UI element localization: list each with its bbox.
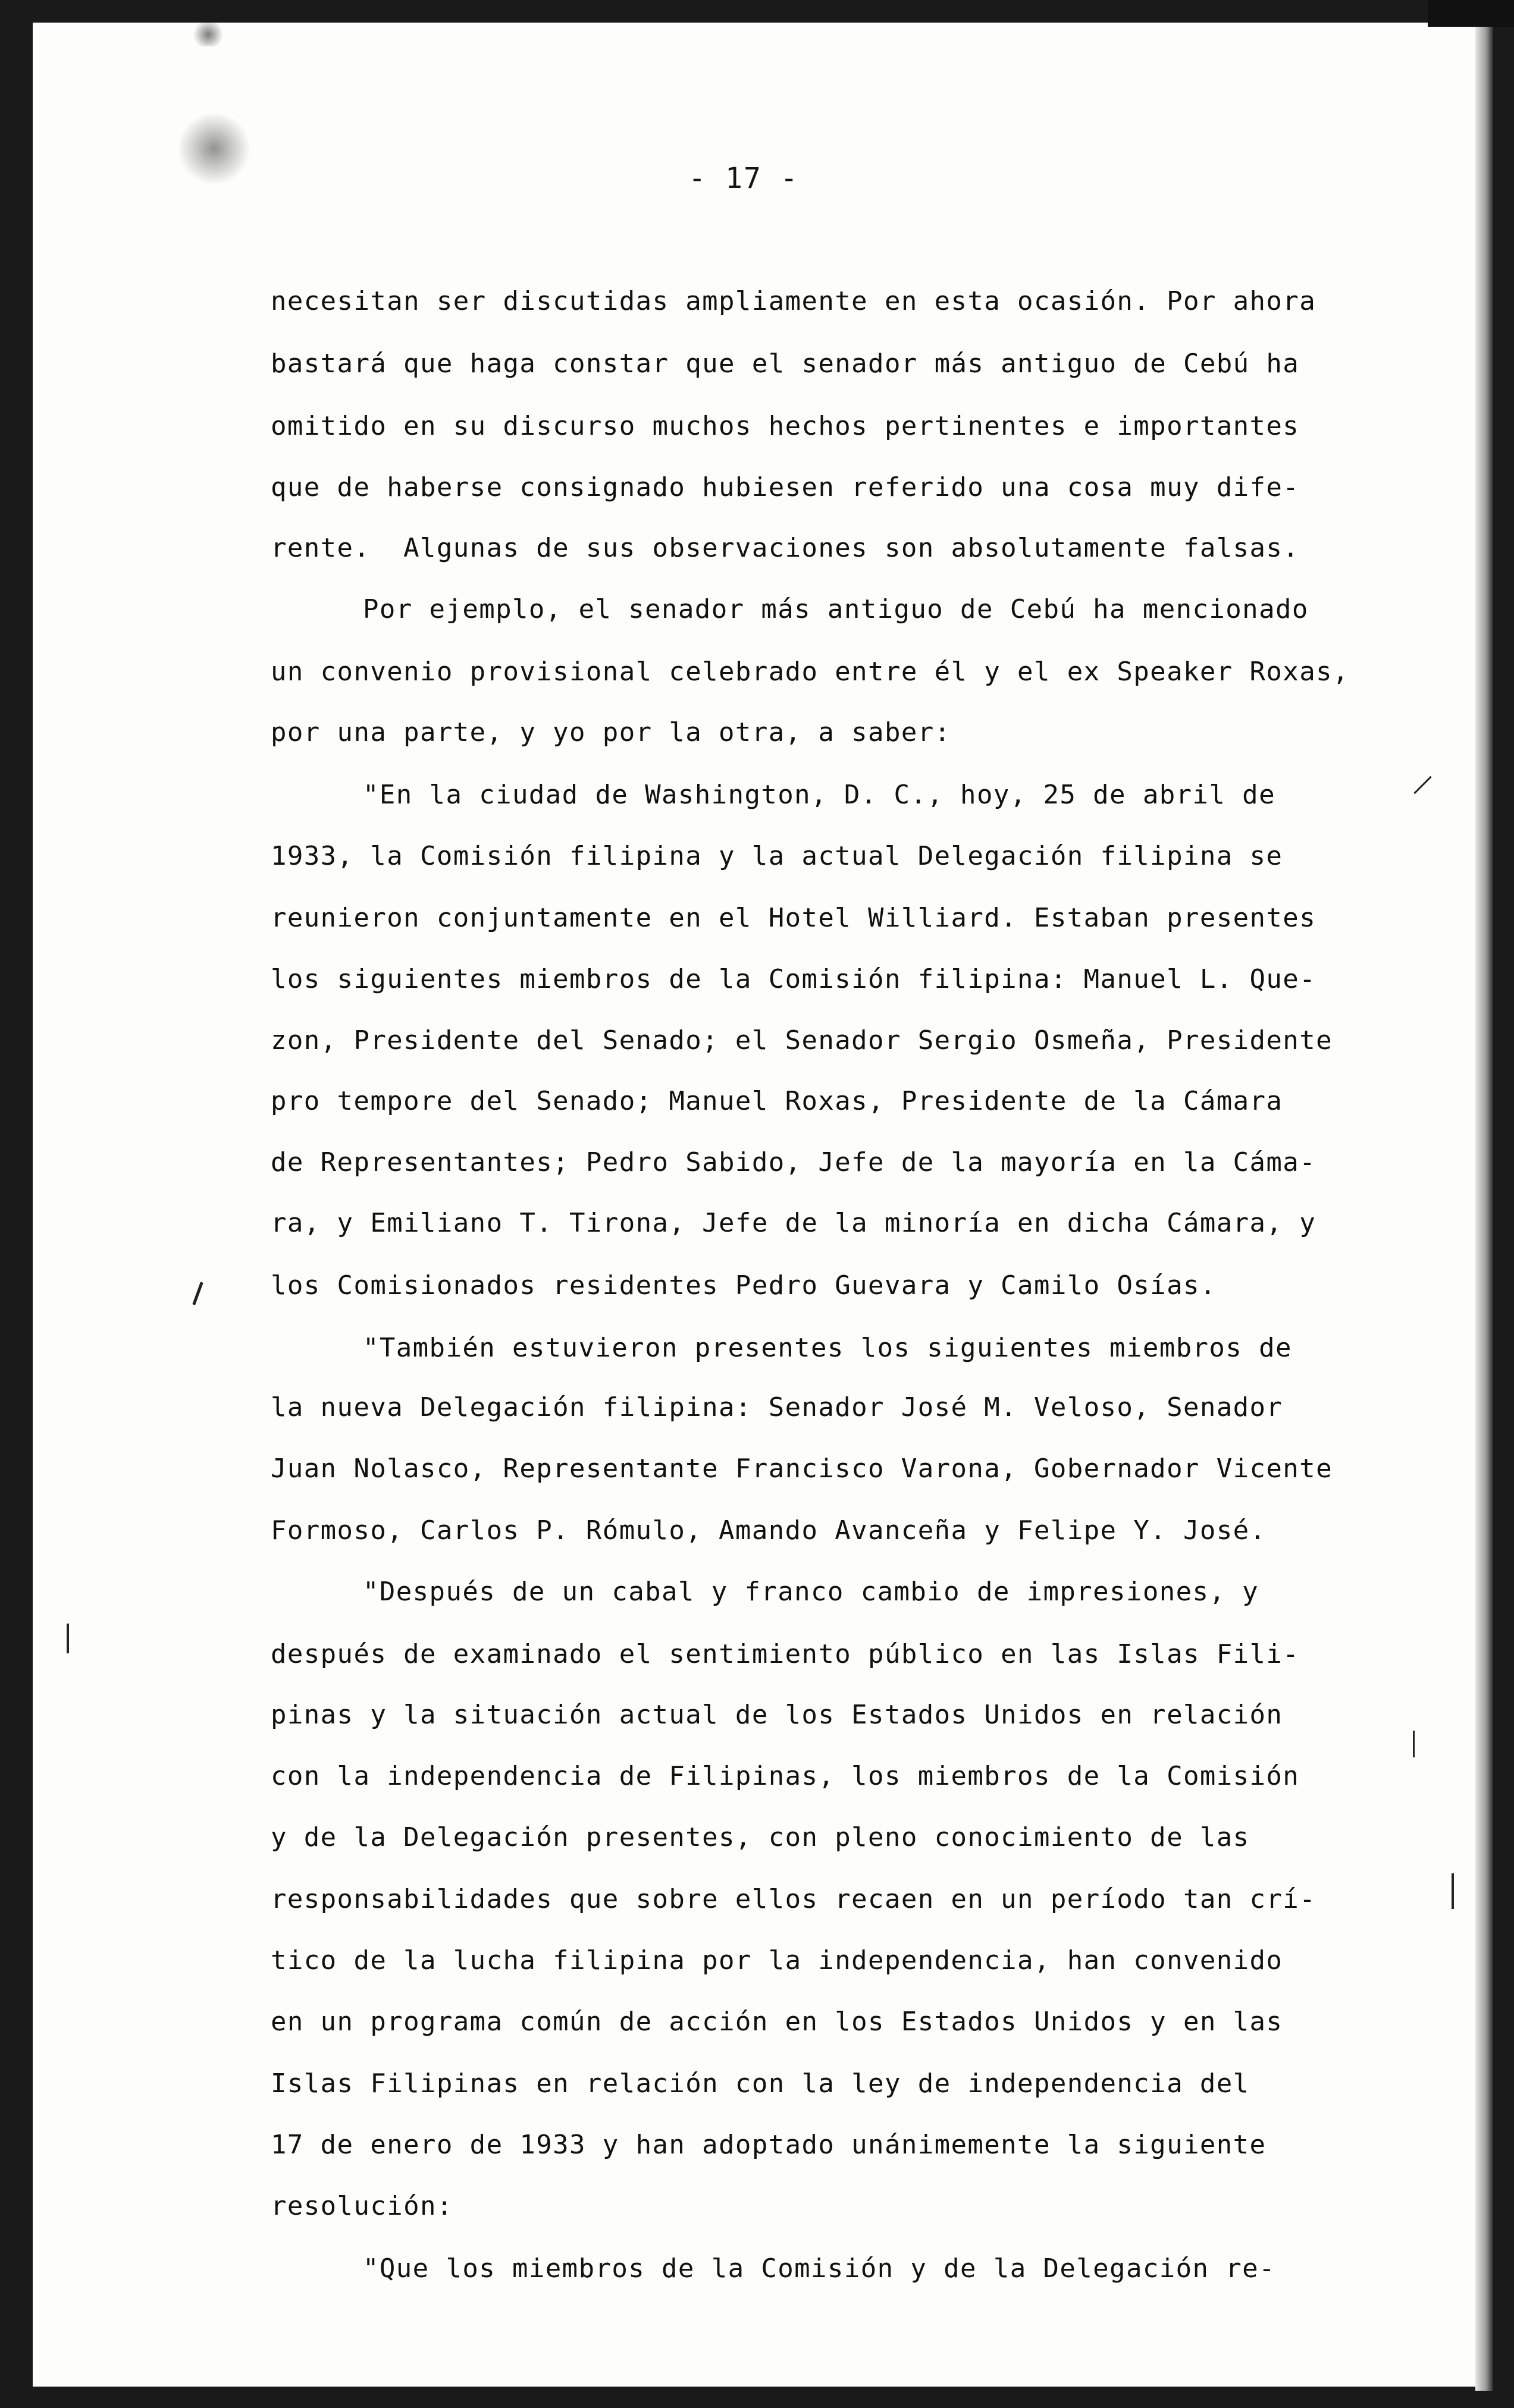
scan-corner xyxy=(1428,0,1514,27)
text-line: necesitan ser discutidas ampliamente en esta ocasión. Por ahora xyxy=(271,286,1316,316)
text-line: pro tempore del Senado; Manuel Roxas, Presidente de la Cámara xyxy=(271,1086,1283,1116)
text-line: "Después de un cabal y franco cambio de impresiones, y xyxy=(363,1577,1259,1607)
text-line: la nueva Delegación filipina: Senador José M. Veloso, Senador xyxy=(271,1392,1283,1423)
ink-smudge xyxy=(178,113,250,184)
text-line: en un programa común de acción en los Estados Unidos y en las xyxy=(271,2007,1283,2037)
text-line: omitido en su discurso muchos hechos pertinentes e importantes xyxy=(271,411,1300,441)
text-line: "Que los miembros de la Comisión y de la Delegación re- xyxy=(363,2253,1275,2284)
text-line: 1933, la Comisión filipina y la actual Delegación filipina se xyxy=(271,841,1283,871)
text-line: responsabilidades que sobre ellos recaen en un período tan crí- xyxy=(271,1884,1316,1914)
scan-mark xyxy=(1413,1731,1415,1757)
text-line: por una parte, y yo por la otra, a saber: xyxy=(271,717,951,748)
text-line: que de haberse consignado hubiesen referido una cosa muy dife- xyxy=(271,472,1300,503)
text-line: con la independencia de Filipinas, los miembros de la Comisión xyxy=(271,1761,1300,1791)
scan-mark xyxy=(67,1624,69,1653)
scan-mark xyxy=(1452,1873,1454,1909)
page-edge-shadow xyxy=(1475,18,1493,2391)
page-number: - 17 - xyxy=(688,162,799,195)
text-line: y de la Delegación presentes, con pleno conocimiento de las xyxy=(271,1822,1250,1853)
text-line: tico de la lucha filipina por la independencia, han convenido xyxy=(271,1945,1283,1976)
text-line: de Representantes; Pedro Sabido, Jefe de la mayoría en la Cáma- xyxy=(271,1147,1316,1178)
text-line: Por ejemplo, el senador más antiguo de Cebú ha mencionado xyxy=(363,594,1309,624)
text-line: "En la ciudad de Washington, D. C., hoy, 25 de abril de xyxy=(363,780,1275,810)
text-line: "También estuvieron presentes los siguientes miembros de xyxy=(363,1333,1292,1363)
text-line: 17 de enero de 1933 y han adoptado unánimemente la siguiente xyxy=(271,2130,1267,2160)
text-line: zon, Presidente del Senado; el Senador Sergio Osmeña, Presidente xyxy=(271,1025,1333,1056)
text-line: después de examinado el sentimiento público en las Islas Fili- xyxy=(271,1639,1300,1669)
text-line: un convenio provisional celebrado entre él y el ex Speaker Roxas, xyxy=(271,657,1349,687)
text-line: reunieron conjuntamente en el Hotel Williard. Estaban presentes xyxy=(271,903,1316,933)
text-line: rente. Algunas de sus observaciones son absolutamente falsas. xyxy=(271,533,1300,563)
text-line: Formoso, Carlos P. Rómulo, Amando Avanceña y Felipe Y. José. xyxy=(271,1515,1267,1546)
text-line: resolución: xyxy=(271,2191,453,2221)
ink-smudge-top xyxy=(190,23,226,46)
text-line: los Comisionados residentes Pedro Guevara y Camilo Osías. xyxy=(271,1270,1217,1301)
text-line: los siguientes miembros de la Comisión filipina: Manuel L. Que- xyxy=(271,964,1316,994)
text-line: bastará que haga constar que el senador más antiguo de Cebú ha xyxy=(271,349,1300,379)
text-line: pinas y la situación actual de los Estados Unidos en relación xyxy=(271,1700,1283,1730)
text-line: ra, y Emiliano T. Tirona, Jefe de la minoría en dicha Cámara, y xyxy=(271,1208,1316,1238)
text-line: Islas Filipinas en relación con la ley de independencia del xyxy=(271,2068,1250,2099)
text-line: Juan Nolasco, Representante Francisco Varona, Gobernador Vicente xyxy=(271,1453,1333,1484)
